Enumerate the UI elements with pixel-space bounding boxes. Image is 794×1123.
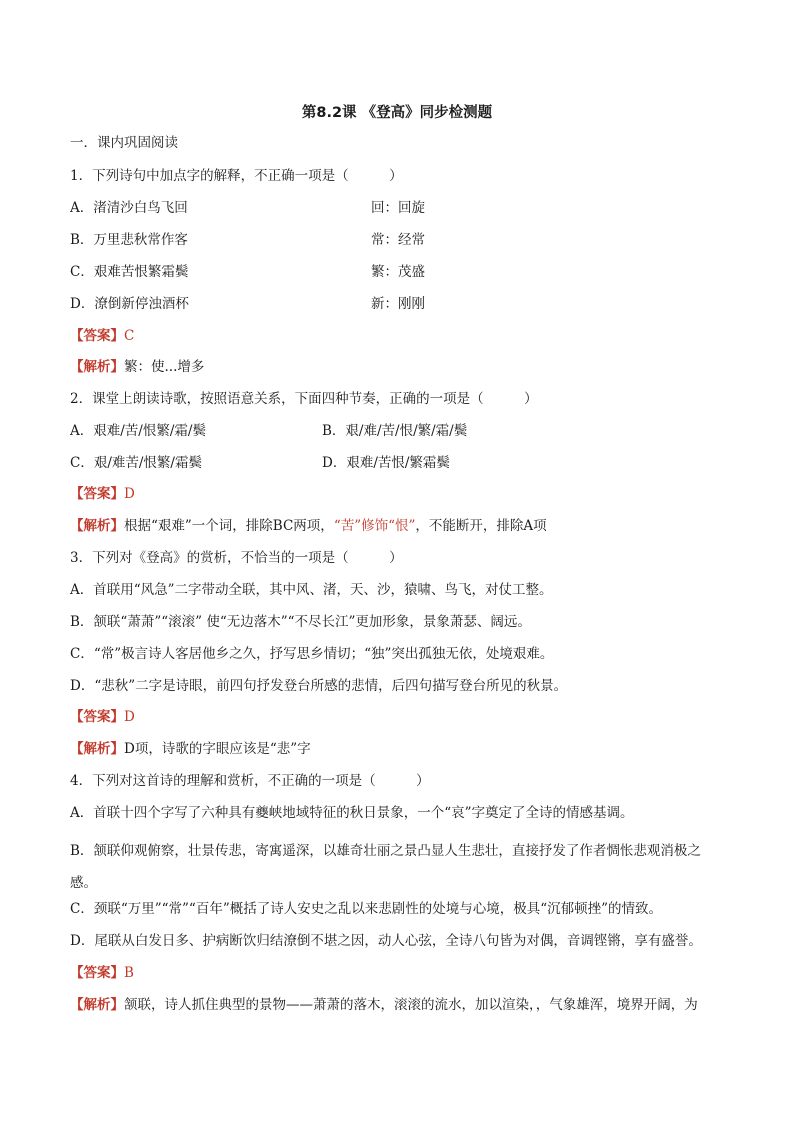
- answer-value: D: [124, 709, 135, 725]
- analysis-text-end: ，不能断开，排除A项: [415, 518, 547, 534]
- option-text: D．潦倒新停浊酒杯: [70, 296, 189, 312]
- option-definition: 常：经常: [371, 232, 425, 248]
- analysis-tag: 【解析】: [70, 518, 124, 534]
- question-2-stem: 2．课堂上朗读诗歌，按照语意关系，下面四种节奏，正确的一项是（ ）: [70, 391, 538, 407]
- question-3-stem: 3．下列对《登高》的赏析，不恰当的一项是（ ）: [70, 550, 403, 566]
- answer-value: D: [124, 486, 135, 502]
- q3-option-c: C．“常”极言诗人客居他乡之久，抒写思乡情切；“独”突出孤独无依，处境艰难。: [70, 646, 554, 662]
- page-title: 第8.2课 《登高》同步检测题: [301, 105, 493, 121]
- q4-answer: [70, 963, 134, 983]
- option-definition: 回：回旋: [371, 200, 425, 216]
- answer-value: C: [124, 328, 135, 344]
- option-text: A．渚清沙白鸟飞回: [70, 200, 188, 216]
- option-a: A．艰难/苦/恨繁/霜/鬓: [70, 423, 206, 439]
- q3-option-d: D．“悲秋”二字是诗眼，前四句抒发登台所感的悲情，后四句描写登台所见的秋景。: [70, 678, 568, 694]
- q1-answer: [70, 326, 134, 346]
- option-text: B．万里悲秋常作客: [70, 232, 188, 248]
- analysis-text: 根据“艰难”一个词，排除BC两项，: [124, 518, 334, 534]
- q1-option-d: [70, 294, 770, 314]
- q1-option-a: [70, 198, 770, 218]
- answer-tag: 【答案】: [70, 965, 124, 981]
- option-d: D．艰难/苦恨/繁霜鬓: [322, 455, 450, 471]
- analysis-highlight: “苦”修饰“恨”: [333, 518, 416, 534]
- q3-answer: [70, 707, 135, 727]
- section-heading: 一．课内巩固阅读: [70, 135, 178, 151]
- q1-option-c: [70, 262, 770, 282]
- answer-tag: 【答案】: [70, 709, 124, 725]
- q3-option-a: A．首联用“风急”二字带动全联，其中风、渚，天、沙，猿啸、鸟飞，对仗工整。: [70, 582, 553, 598]
- q4-option-a: A．首联十四个字写了六种具有夔峡地域特征的秋日景象，一个“哀”字奠定了全诗的情感基调。: [70, 805, 634, 821]
- q4-option-b: B．颔联仰观俯察，壮景传悲，寄寓遥深，以雄奇壮丽之景凸显人生悲壮，直接抒发了作者惆怅悲观消极之感。: [70, 843, 701, 891]
- option-definition: 新：刚刚: [371, 296, 425, 312]
- q1-analysis: [70, 357, 204, 377]
- answer-tag: 【答案】: [70, 328, 124, 344]
- analysis-text: 颔联，诗人抓住典型的景物——萧萧的落木，滚滚的流水，加以渲染，，气象雄浑，境界开阔，为: [124, 997, 698, 1013]
- option-text: C．艰难苦恨繁霜鬓: [70, 264, 189, 280]
- q2-analysis: [70, 516, 547, 536]
- analysis-text: D项，诗歌的字眼应该是“悲”字: [124, 741, 311, 757]
- option-b: B．艰/难/苦/恨/繁/霜/鬓: [322, 423, 468, 439]
- answer-value: B: [124, 965, 134, 981]
- answer-tag: 【答案】: [70, 486, 124, 502]
- question-4-stem: 4．下列对这首诗的理解和赏析，不正确的一项是（ ）: [70, 773, 430, 789]
- analysis-text: 繁：使...增多: [124, 359, 205, 375]
- q2-answer: [70, 484, 135, 504]
- q2-options-row-2: [70, 453, 770, 473]
- analysis-tag: 【解析】: [70, 359, 124, 375]
- option-c: C．艰/难苦/恨繁/霜鬓: [70, 455, 202, 471]
- q4-option-d: D．尾联从白发日多、护病断饮归结潦倒不堪之因，动人心弦，全诗八句皆为对偶，音调铿锵，享有盛誉。: [70, 933, 702, 949]
- analysis-tag: 【解析】: [70, 997, 124, 1013]
- q4-option-c: C．颈联“万里”“常”“百年”概括了诗人安史之乱以来悲剧性的处境与心境，极具“沉郁顿挫”的情致。: [70, 901, 663, 917]
- q4-analysis: [70, 995, 698, 1015]
- q1-option-b: [70, 230, 770, 250]
- option-definition: 繁：茂盛: [371, 264, 425, 280]
- q3-option-b: B．颔联“萧萧”“滚滚” 使“无边落木”“不尽长江”更加形象，景象萧瑟、阔远。: [70, 614, 531, 630]
- analysis-tag: 【解析】: [70, 741, 124, 757]
- question-1-stem: 1．下列诗句中加点字的解释，不正确一项是（ ）: [70, 168, 403, 184]
- q2-options-row-1: [70, 421, 770, 441]
- q3-analysis: [70, 739, 311, 759]
